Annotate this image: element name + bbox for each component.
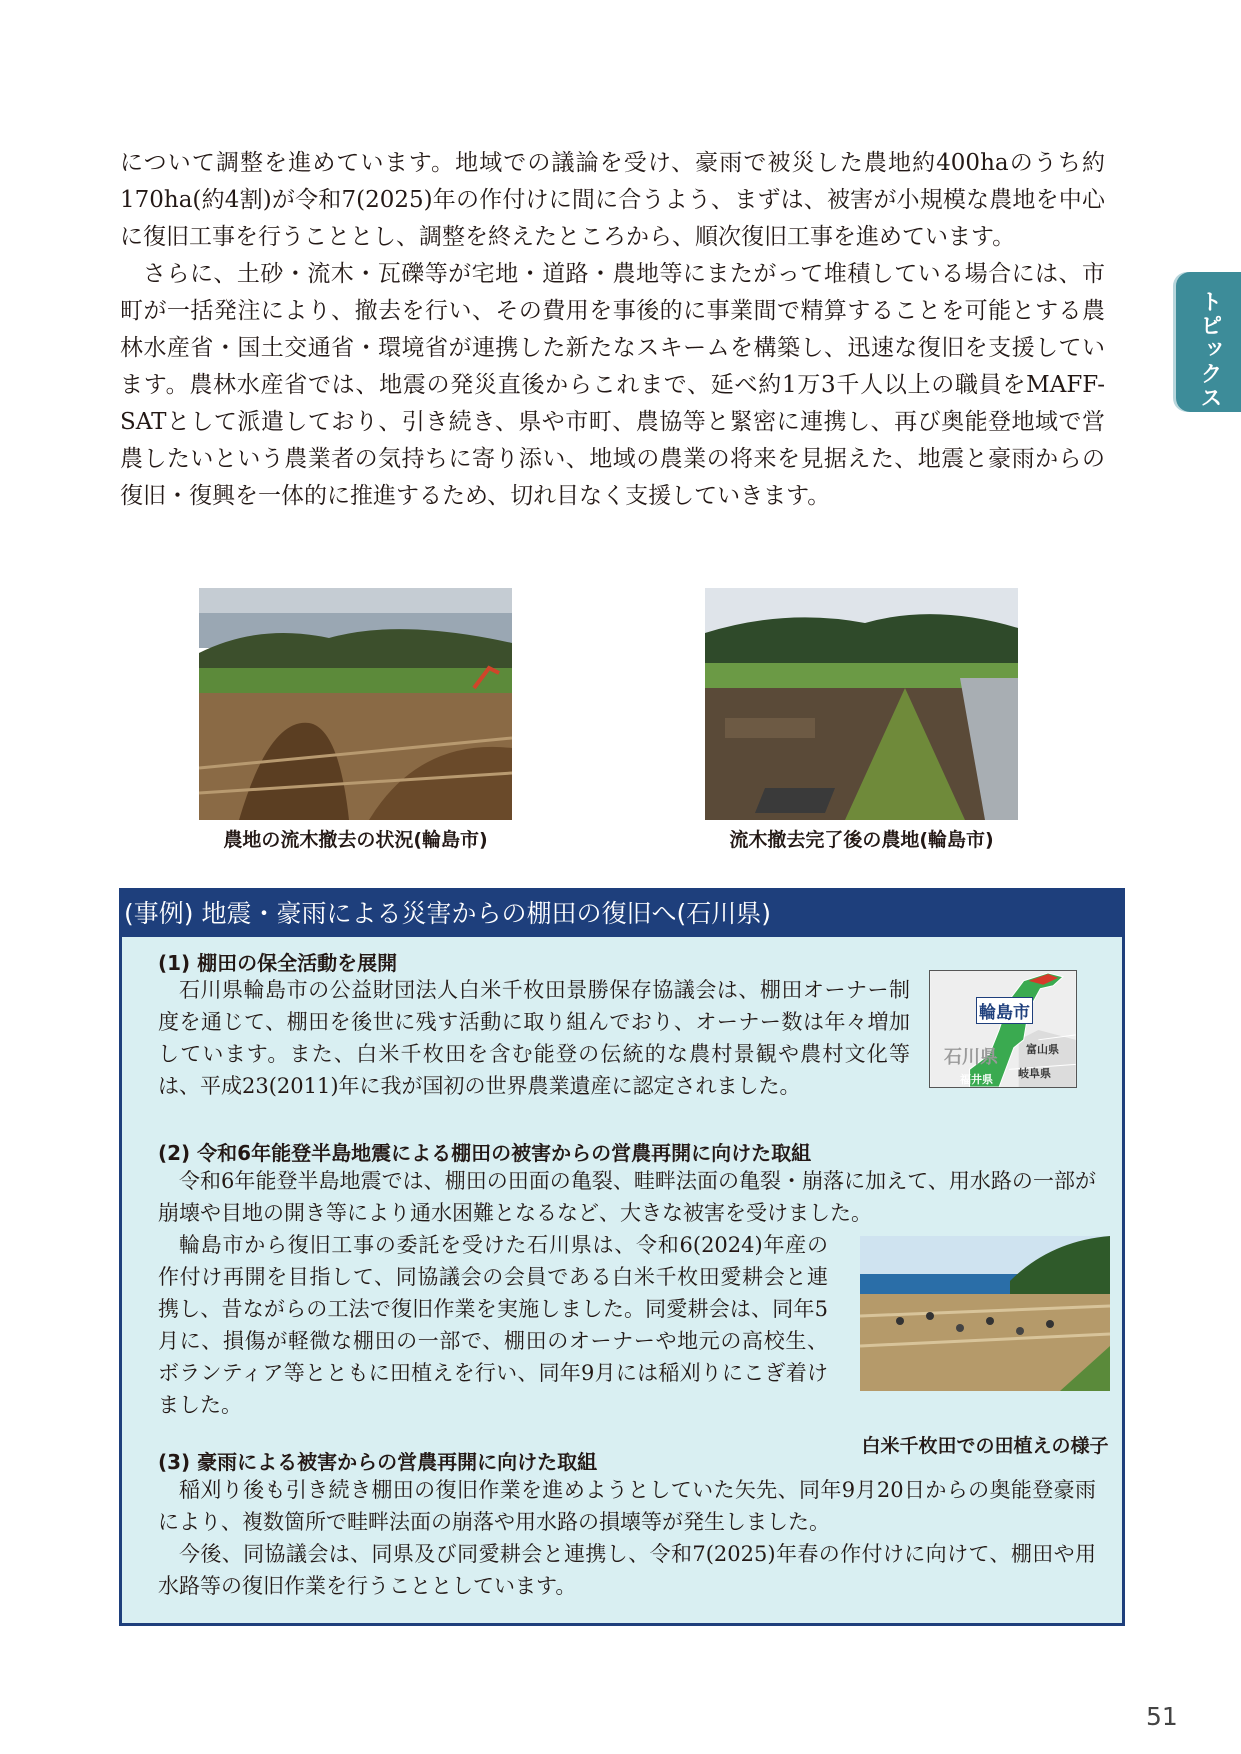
section2-body2: 輪島市から復旧工事の委託を受けた石川県は、令和6(2024)年産の作付け再開を目指して、同協議会の会員である白米千枚田愛耕会と連携し、昔ながらの工法で復旧作業を実施しました。同愛耕会は、同年5月に、損傷が軽微な棚田の一部で、棚田のオーナーや地元の高校生、ボランティア等とともに田植えを行い、同年9月には稲刈りにこぎ着けました。: [158, 1233, 828, 1417]
map-wajima: [929, 970, 1077, 1088]
case-study-box: [119, 888, 1125, 1626]
main-text: [120, 145, 1105, 515]
map-label-wajima: 輪島市: [976, 997, 1033, 1024]
section2-text1: [158, 1165, 1096, 1229]
photo3-caption: 白米千枚田での田植えの様子: [861, 1435, 1109, 1457]
section3-text: [158, 1474, 1096, 1602]
section3-body2: 今後、同協議会は、同県及び同愛耕会と連携し、令和7(2025)年春の作付けに向けて、棚田や用水路等の復旧作業を行うこととしています。: [158, 1542, 1096, 1598]
topics-tab-label: トピックス: [1197, 290, 1222, 410]
section3-body1: 稲刈り後も引き続き棚田の復旧作業を進めようとしていた矢先、同年9月20日からの奥能登豪雨により、複数箇所で畦畔法面の崩落や用水路の損壊等が発生しました。: [158, 1478, 1096, 1534]
page-number: 51: [1146, 1702, 1178, 1731]
map-label-fukui: 福井県: [960, 1073, 993, 1086]
map-label-ishikawa: 石川県: [944, 1047, 998, 1068]
section2-text2: [158, 1229, 828, 1421]
section2-title: (2) 令和6年能登半島地震による棚田の被害からの営農再開に向けた取組: [158, 1141, 812, 1165]
section3-title: (3) 豪雨による被害からの営農再開に向けた取組: [158, 1450, 598, 1474]
case-study-header: (事例) 地震・豪雨による災害からの棚田の復旧へ(石川県): [122, 891, 1122, 937]
main-paragraph-2: さらに、土砂・流木・瓦礫等が宅地・道路・農地等にまたがって堆積している場合には、市町が一括発注により、撤去を行い、その費用を事後的に事業間で精算することを可能とする農林水産省・国土交通省・環境省が連携した新たなスキームを構築し、迅速な復旧を支援しています。農林水産省では、地震の発災直後からこれまで、延べ約1万3千人以上の職員をMAFF-SATとして派遣しており、引き続き、県や市町、農協等と緊密に連携し、再び奥能登地域で営農したいという農業者の気持ちに寄り添い、地域の農業の将来を見据えた、地震と豪雨からの復旧・復興を一体的に推進するため、切れ目なく支援していきます。: [120, 261, 1106, 509]
photo-rice-planting: [860, 1236, 1110, 1391]
map-label-gifu: 岐阜県: [1018, 1067, 1051, 1080]
photo1-caption: 農地の流木撤去の状況(輪島市): [223, 829, 488, 851]
topics-side-tab[interactable]: [1176, 272, 1241, 412]
photo-driftwood-removal: [199, 588, 512, 820]
main-paragraph-1: について調整を進めています。地域での議論を受け、豪雨で被災した農地約400haのうち約170ha(約4割)が令和7(2025)年の作付けに間に合うよう、まずは、被害が小規模な農地を中心に復旧工事を行うこととし、調整を終えたところから、順次復旧工事を進めています。: [120, 150, 1105, 250]
photo-cleared-farmland: [705, 588, 1018, 820]
photo2-caption: 流木撤去完了後の農地(輪島市): [729, 829, 994, 851]
map-label-toyama: 富山県: [1026, 1043, 1059, 1056]
section1-title: (1) 棚田の保全活動を展開: [158, 951, 398, 975]
section1-body: 石川県輪島市の公益財団法人白米千枚田景勝保存協議会は、棚田オーナー制度を通じて、棚田を後世に残す活動に取り組んでおり、オーナー数は年々増加しています。また、白米千枚田を含む能登の伝統的な農村景観や農村文化等は、平成23(2011)年に我が国初の世界農業遺産に認定されました。: [158, 978, 910, 1098]
section2-body1: 令和6年能登半島地震では、棚田の田面の亀裂、畦畔法面の亀裂・崩落に加えて、用水路の一部が崩壊や目地の開き等により通水困難となるなど、大きな被害を受けました。: [158, 1169, 1096, 1225]
section1-text: [158, 974, 910, 1102]
